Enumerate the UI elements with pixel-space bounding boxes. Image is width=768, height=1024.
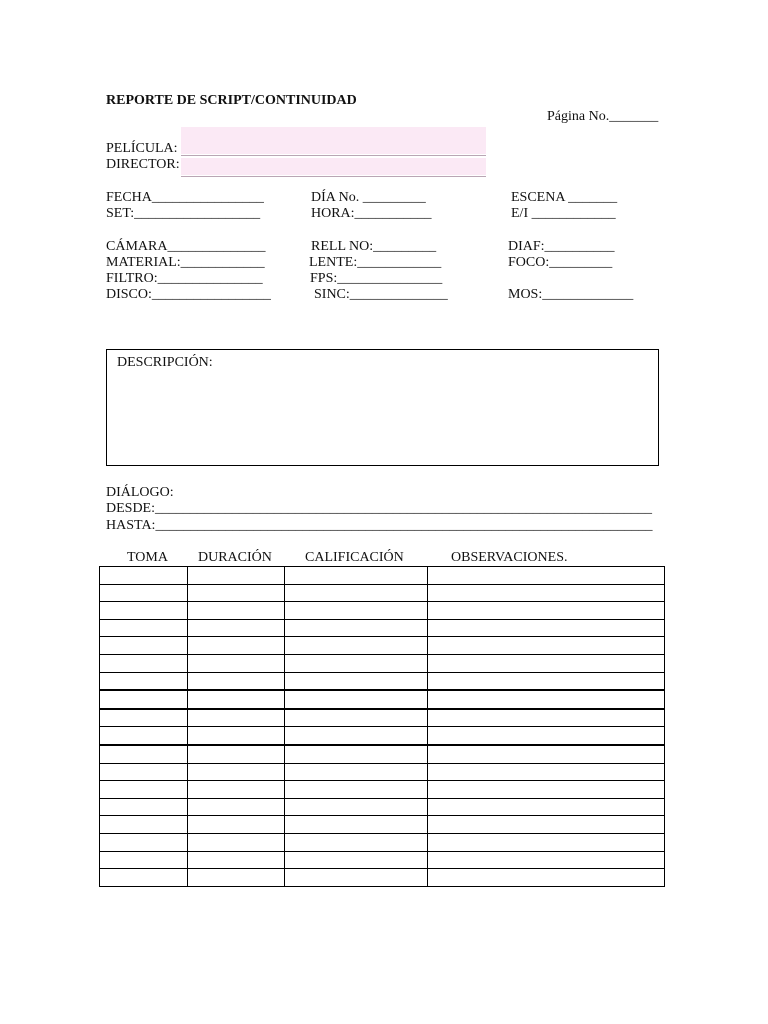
filtro-field[interactable]: FILTRO:_______________ [106,271,263,286]
cell-calificacion[interactable] [285,833,428,851]
cell-calificacion[interactable] [285,781,428,799]
cell-calificacion[interactable] [285,798,428,816]
director-label: DIRECTOR: [106,157,180,172]
disco-field[interactable]: DISCO:_________________ [106,287,271,302]
table-row [100,763,665,781]
pelicula-highlight [181,127,486,154]
hora-field[interactable]: HORA:___________ [311,206,432,221]
table-row [100,619,665,637]
cell-calificacion[interactable] [285,851,428,869]
table-row [100,833,665,851]
cell-duracion[interactable] [188,745,285,763]
cell-observaciones[interactable] [428,851,665,869]
table-row [100,709,665,727]
cell-duracion[interactable] [188,709,285,727]
table-row [100,567,665,585]
cell-duracion[interactable] [188,833,285,851]
description-label: DESCRIPCIÓN: [117,355,213,370]
cell-toma[interactable] [100,851,188,869]
column-header-toma: TOMA [127,550,168,565]
director-line [181,176,486,177]
director-highlight [181,158,486,175]
cell-calificacion[interactable] [285,745,428,763]
cell-observaciones[interactable] [428,637,665,655]
cell-calificacion[interactable] [285,567,428,585]
cell-observaciones[interactable] [428,727,665,745]
cell-duracion[interactable] [188,672,285,690]
fecha-field[interactable]: FECHA________________ [106,190,264,205]
cell-calificacion[interactable] [285,690,428,709]
cell-duracion[interactable] [188,567,285,585]
table-row [100,602,665,620]
cell-toma[interactable] [100,798,188,816]
cell-calificacion[interactable] [285,602,428,620]
cell-duracion[interactable] [188,602,285,620]
cell-observaciones[interactable] [428,690,665,709]
column-header-observaciones: OBSERVACIONES. [451,550,568,565]
cell-observaciones[interactable] [428,619,665,637]
escena-field[interactable]: ESCENA _______ [511,190,618,205]
sinc-field[interactable]: SINC:______________ [314,287,448,302]
table-row [100,654,665,672]
cell-toma[interactable] [100,654,188,672]
cell-calificacion[interactable] [285,869,428,887]
fps-field[interactable]: FPS:_______________ [310,271,443,286]
cell-calificacion[interactable] [285,584,428,602]
cell-toma[interactable] [100,709,188,727]
cell-observaciones[interactable] [428,672,665,690]
cell-calificacion[interactable] [285,619,428,637]
rell-field[interactable]: RELL NO:_________ [311,239,437,254]
cell-observaciones[interactable] [428,602,665,620]
cell-duracion[interactable] [188,584,285,602]
cell-duracion[interactable] [188,654,285,672]
ei-field[interactable]: E/I ____________ [511,206,616,221]
cell-observaciones[interactable] [428,833,665,851]
cell-toma[interactable] [100,816,188,834]
dialogo-label: DIÁLOGO: [106,485,174,500]
cell-toma[interactable] [100,567,188,585]
material-field[interactable]: MATERIAL:____________ [106,255,265,270]
cell-toma[interactable] [100,672,188,690]
cell-duracion[interactable] [188,869,285,887]
table-row [100,672,665,690]
table-row [100,781,665,799]
cell-toma[interactable] [100,869,188,887]
cell-duracion[interactable] [188,851,285,869]
cell-duracion[interactable] [188,816,285,834]
page-number-field[interactable]: Página No._______ [547,109,659,124]
cell-observaciones[interactable] [428,869,665,887]
cell-observaciones[interactable] [428,816,665,834]
cell-toma[interactable] [100,690,188,709]
pelicula-line [181,155,486,156]
diaf-field[interactable]: DIAF:__________ [508,239,615,254]
cell-observaciones[interactable] [428,763,665,781]
table-row [100,690,665,709]
cell-duracion[interactable] [188,637,285,655]
cell-toma[interactable] [100,745,188,763]
cell-observaciones[interactable] [428,584,665,602]
mos-field[interactable]: MOS:_____________ [508,287,634,302]
cell-duracion[interactable] [188,690,285,709]
form-title: REPORTE DE SCRIPT/CONTINUIDAD [106,93,357,108]
dia-field[interactable]: DÍA No. _________ [311,190,426,205]
table-row [100,816,665,834]
cell-duracion[interactable] [188,781,285,799]
cell-observaciones[interactable] [428,798,665,816]
column-header-calificacion: CALIFICACIÓN [305,550,404,565]
cell-toma[interactable] [100,833,188,851]
pelicula-label: PELÍCULA: [106,141,178,156]
table-row [100,637,665,655]
table-row [100,584,665,602]
cell-toma[interactable] [100,637,188,655]
cell-observaciones[interactable] [428,709,665,727]
table-row [100,798,665,816]
cell-observaciones[interactable] [428,654,665,672]
table-row [100,727,665,745]
foco-field[interactable]: FOCO:_________ [508,255,613,270]
cell-toma[interactable] [100,602,188,620]
cell-duracion[interactable] [188,727,285,745]
cell-duracion[interactable] [188,798,285,816]
cell-calificacion[interactable] [285,727,428,745]
lente-field[interactable]: LENTE:____________ [309,255,442,270]
column-header-duracion: DURACIÓN [198,550,272,565]
cell-calificacion[interactable] [285,763,428,781]
cell-toma[interactable] [100,781,188,799]
cell-calificacion[interactable] [285,654,428,672]
cell-toma[interactable] [100,619,188,637]
cell-duracion[interactable] [188,763,285,781]
desde-field[interactable]: DESDE:_______________________________________________________________________ [106,501,652,516]
set-field[interactable]: SET:__________________ [106,206,261,221]
cell-toma[interactable] [100,727,188,745]
cell-toma[interactable] [100,584,188,602]
camara-field[interactable]: CÁMARA______________ [106,239,266,254]
hasta-field[interactable]: HASTA:_______________________________________________________________________ [106,518,653,533]
table-row [100,745,665,763]
cell-calificacion[interactable] [285,709,428,727]
cell-observaciones[interactable] [428,745,665,763]
table-row [100,869,665,887]
takes-table [99,566,665,887]
table-row [100,851,665,869]
cell-calificacion[interactable] [285,672,428,690]
cell-duracion[interactable] [188,619,285,637]
cell-observaciones[interactable] [428,781,665,799]
cell-calificacion[interactable] [285,637,428,655]
cell-observaciones[interactable] [428,567,665,585]
cell-calificacion[interactable] [285,816,428,834]
cell-toma[interactable] [100,763,188,781]
